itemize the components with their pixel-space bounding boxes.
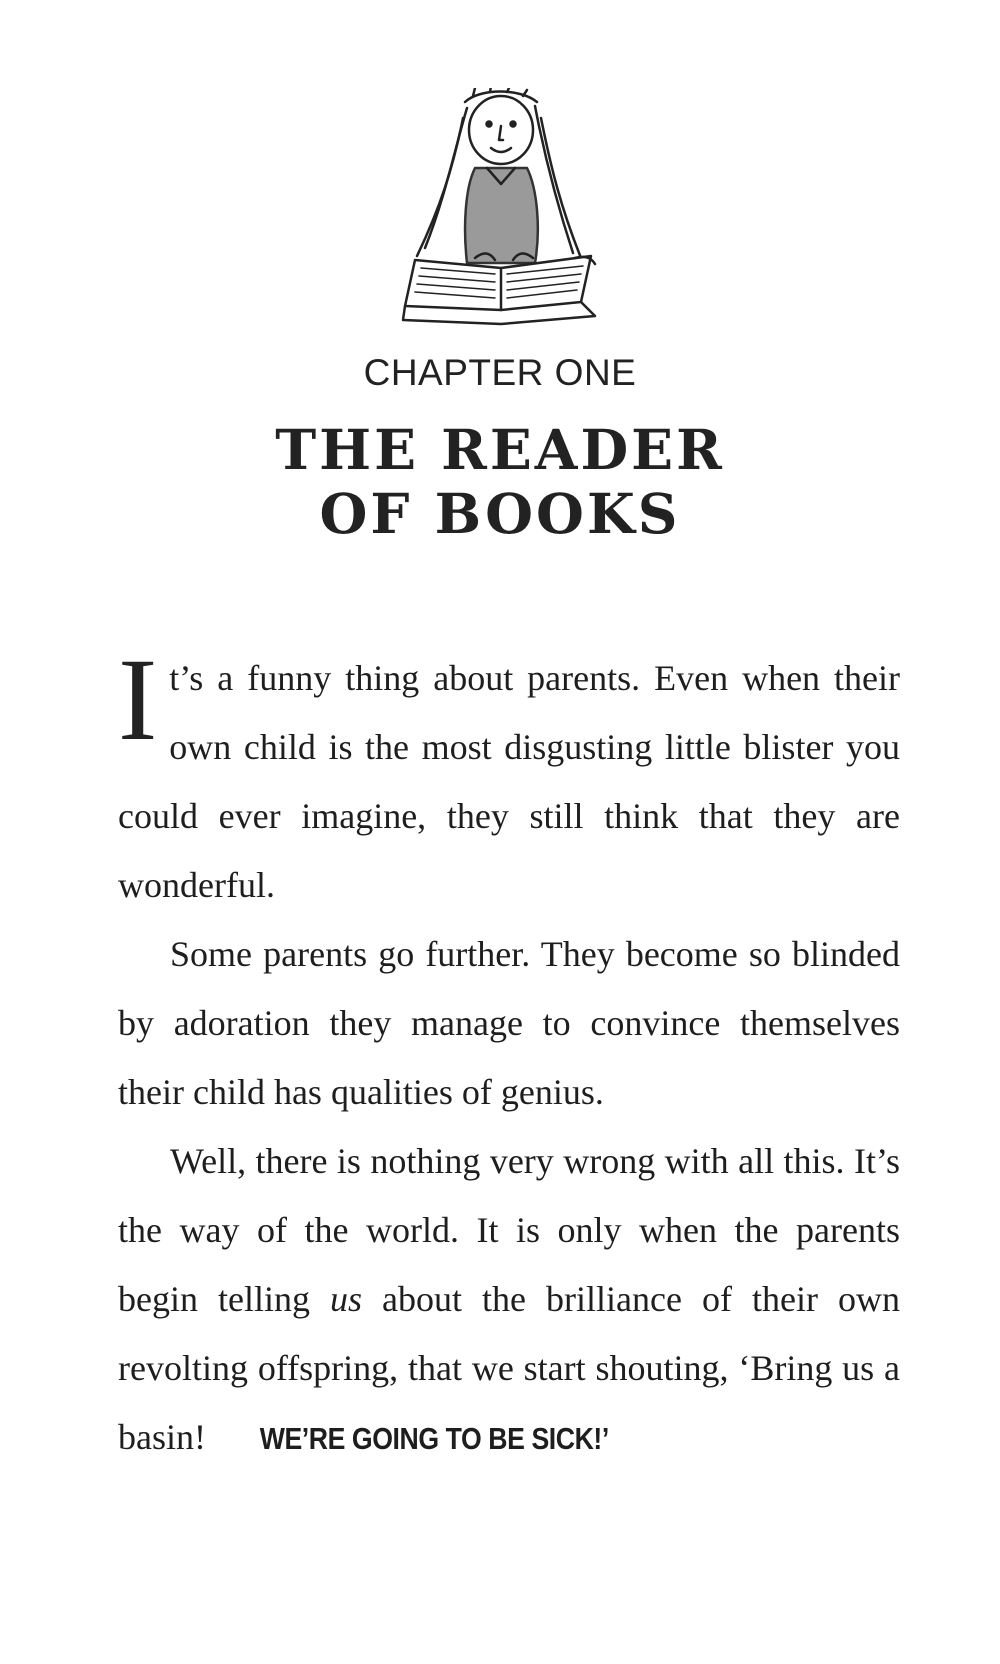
shout-text: WE’RE GOING TO BE SICK!’: [259, 1421, 609, 1456]
chapter-title-line-1: THE READER: [275, 417, 725, 482]
paragraph-1-text: t’s a funny thing about parents. Even when their own child is the most disgusting little blister you could ever imagine, they still think that they are wonderful.: [118, 658, 900, 905]
paragraph-3-text-b: about the brilliance of their own revolting offspring, that we start shouting, ‘Bring us a basin!: [118, 1279, 900, 1457]
chapter-title-line-2: OF BOOKS: [319, 481, 681, 546]
paragraph-3-text-a: Well, there is nothing very wrong with all this. It’s the way of the world. It is only when the parents begin telling: [118, 1141, 900, 1319]
emphasis-us: us: [330, 1279, 363, 1319]
drop-cap: I: [118, 634, 158, 765]
chapter-label: CHAPTER ONE: [363, 352, 637, 393]
paragraph-1: [118, 634, 900, 920]
chapter-title: [0, 418, 1000, 546]
paragraph-2: Some parents go further. They become so blinded by adoration they manage to convince themselves their child has qualities of genius.: [118, 934, 900, 1112]
girl-reading-book-illustration: [395, 88, 605, 328]
chapter-body: [118, 634, 900, 1473]
paragraph-3: [118, 1127, 900, 1473]
